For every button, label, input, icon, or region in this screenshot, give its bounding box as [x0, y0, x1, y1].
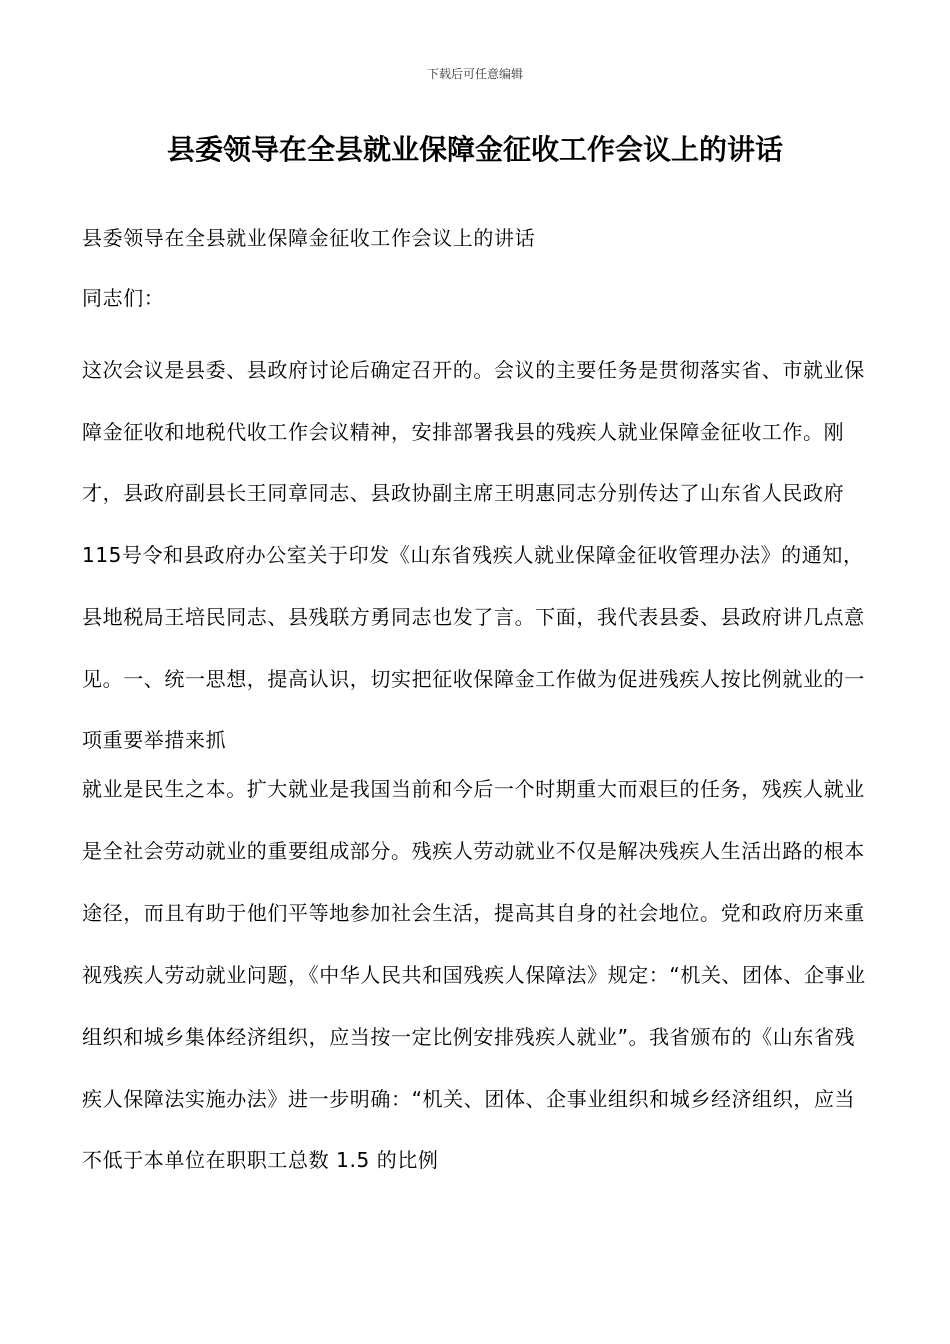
header-note: 下载后可任意编辑: [426, 67, 523, 81]
document-title: 县委领导在全县就业保障金征收工作会议上的讲话: [166, 133, 783, 166]
paragraph-2: 就业是民生之本。扩大就业是我国当前和今后一个时期重大而艰巨的任务，残疾人就业是全社会劳动就业的重要组成部分。残疾人劳动就业不仅是解决残疾人生活出路的根本途径，而且有助于他们平等地参加社会生活，提高其自身的社会地位。党和政府历来重视残疾人劳动就业问题，《中华人民共和国残疾人保障法》规定：“机关、团体、企事业组织和城乡集体经济组织，应当按一定比例安排残疾人就业”。我省颁布的《山东省残疾人保障法实施办法》进一步明确：“机关、团体、企事业组织和城乡经济组织，应当不低于本单位在职职工总数 1.5 的比例: [82, 777, 866, 1173]
greeting: 同志们：: [82, 286, 165, 310]
document-subtitle: 县委领导在全县就业保障金征收工作会议上的讲话: [82, 226, 536, 250]
paragraph-1: 这次会议是县委、县政府讨论后确定召开的。会议的主要任务是贯彻落实省、市就业保障金征收和地税代收工作会议精神，安排部署我县的残疾人就业保障金征收工作。刚才，县政府副县长王同章同志、县政协副主席王明惠同志分别传达了山东省人民政府115号令和县政府办公室关于印发《山东省残疾人就业保障金征收管理办法》的通知，县地税局王培民同志、县残联方勇同志也发了言。下面，我代表县委、县政府讲几点意见。一、统一思想，提高认识，切实把征收保障金工作做为促进残疾人按比例就业的一项重要举措来抓: [82, 358, 865, 753]
